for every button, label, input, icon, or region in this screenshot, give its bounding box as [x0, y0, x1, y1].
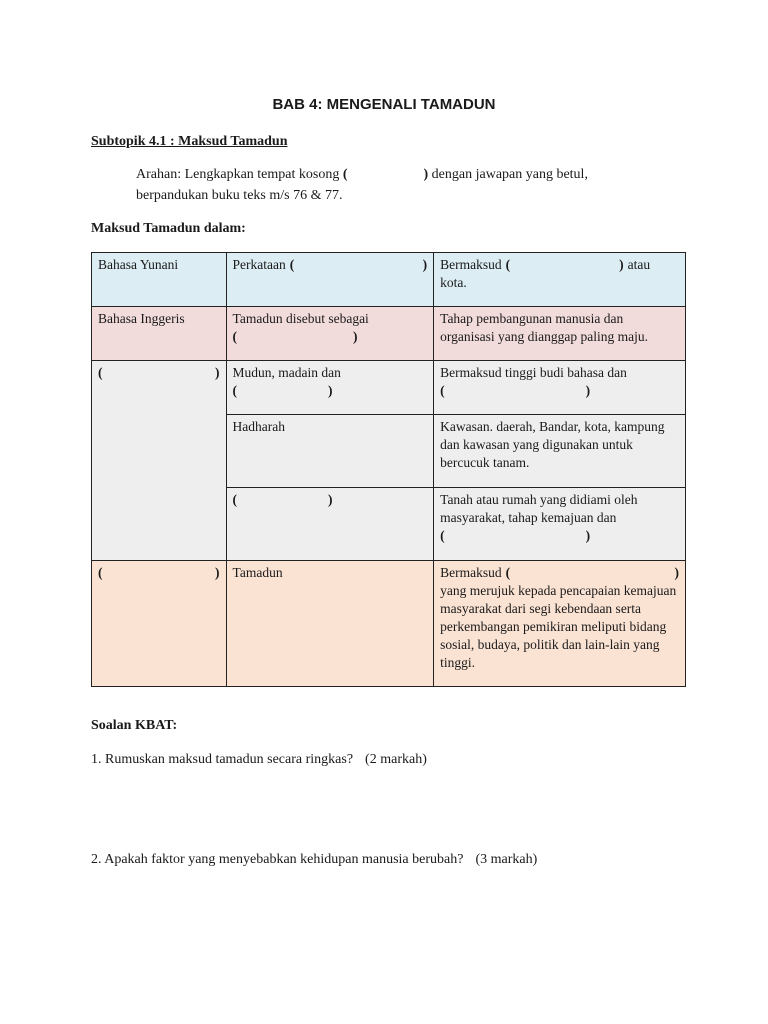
cell-bermaksud-yunani — [434, 253, 686, 307]
cell-disebut-sebagai — [226, 307, 434, 361]
answer-blank: ( ) — [98, 565, 220, 580]
blank-open-paren: ( — [289, 257, 295, 272]
cell-kota: kota. — [440, 275, 467, 290]
cell-kawasan-daerah: Kawasan. daerah, Bandar, kota, kampung dan kawasan yang digunakan untuk bercucuk tanam. — [434, 415, 686, 488]
table-row — [92, 561, 686, 687]
answer-blank: ( ) — [232, 329, 358, 344]
instruction-close-paren: ) — [423, 167, 429, 182]
instruction-line-1 — [136, 167, 588, 183]
page-title: BAB 4: MENGENALI TAMADUN — [272, 96, 496, 113]
tamadun-table — [91, 252, 686, 687]
cell-budi-bahasa — [434, 361, 686, 415]
cell-bahasa-yunani: Bahasa Yunani — [92, 253, 227, 307]
blank-open-paren: ( — [505, 565, 511, 580]
answer-blank: ( ) — [440, 383, 591, 398]
cell-hadharah: Hadharah — [226, 415, 434, 488]
cell-mudun-madain — [226, 361, 434, 415]
blank-open-paren: ( — [505, 257, 511, 272]
cell-mudun-label: Mudun, madain dan — [232, 365, 341, 380]
answer-blank: ( ) — [232, 383, 333, 398]
instruction-text-b: dengan jawapan yang betul, — [431, 167, 588, 182]
cell-pencapaian-text: yang merujuk kepada pencapaian kemajuan masyarakat dari segi kebendaan serta perkembangan pemikiran meliputi bidang sosial, budaya, politik dan lain-lain yang tinggi. — [440, 583, 677, 670]
subtopic-heading: Subtopik 4.1 : Maksud Tamadun — [91, 134, 288, 149]
cell-bermaksud-label: Bermaksud — [440, 257, 502, 272]
cell-tahap-pembangunan: Tahap pembangunan manusia dan organisasi yang dianggap paling maju. — [434, 307, 686, 361]
cell-bahasa-inggeris: Bahasa Inggeris — [92, 307, 227, 361]
blank-close-paren: ) — [674, 565, 679, 580]
cell-tanah-rumah — [434, 488, 686, 561]
cell-bahasa-blank — [92, 361, 227, 561]
blank-close-paren: ) — [619, 257, 624, 272]
cell-atau: atau — [627, 257, 651, 272]
question-1 — [91, 752, 427, 768]
cell-budi-bahasa-label: Bermaksud tinggi budi bahasa dan — [440, 365, 627, 380]
kbat-heading: Soalan KBAT: — [91, 718, 178, 733]
question-marks: (2 markah) — [365, 752, 427, 767]
cell-tamadun: Tamadun — [226, 561, 434, 687]
instruction-open-paren: ( — [342, 167, 348, 182]
cell-tanah-rumah-label: Tanah atau rumah yang didiami oleh masyarakat, tahap kemajuan dan — [440, 492, 638, 525]
instruction-text-a: Arahan: Lengkapkan tempat kosong — [136, 167, 340, 182]
table-row — [92, 253, 686, 307]
table-row — [92, 307, 686, 361]
cell-pencapaian — [434, 561, 686, 687]
cell-perkataan-label: Perkataan — [232, 257, 286, 272]
table-row — [92, 361, 686, 415]
question-2 — [91, 852, 537, 868]
question-text: 2. Apakah faktor yang menyebabkan kehidupan manusia berubah? — [91, 852, 464, 867]
cell-bahasa-melayu-blank — [92, 561, 227, 687]
instruction-line-2: berpandukan buku teks m/s 76 & 77. — [136, 188, 343, 203]
cell-istilah-blank — [226, 488, 434, 561]
cell-bermaksud-label: Bermaksud — [440, 565, 502, 580]
question-text: 1. Rumuskan maksud tamadun secara ringkas? — [91, 752, 354, 767]
answer-blank: ( ) — [232, 492, 333, 507]
answer-blank: ( ) — [440, 528, 591, 543]
table-heading: Maksud Tamadun dalam: — [91, 221, 246, 236]
cell-disebut-label: Tamadun disebut sebagai — [232, 311, 369, 326]
cell-perkataan — [226, 253, 434, 307]
blank-close-paren: ) — [422, 257, 428, 272]
question-marks: (3 markah) — [475, 852, 538, 867]
answer-blank: ( ) — [98, 365, 220, 380]
